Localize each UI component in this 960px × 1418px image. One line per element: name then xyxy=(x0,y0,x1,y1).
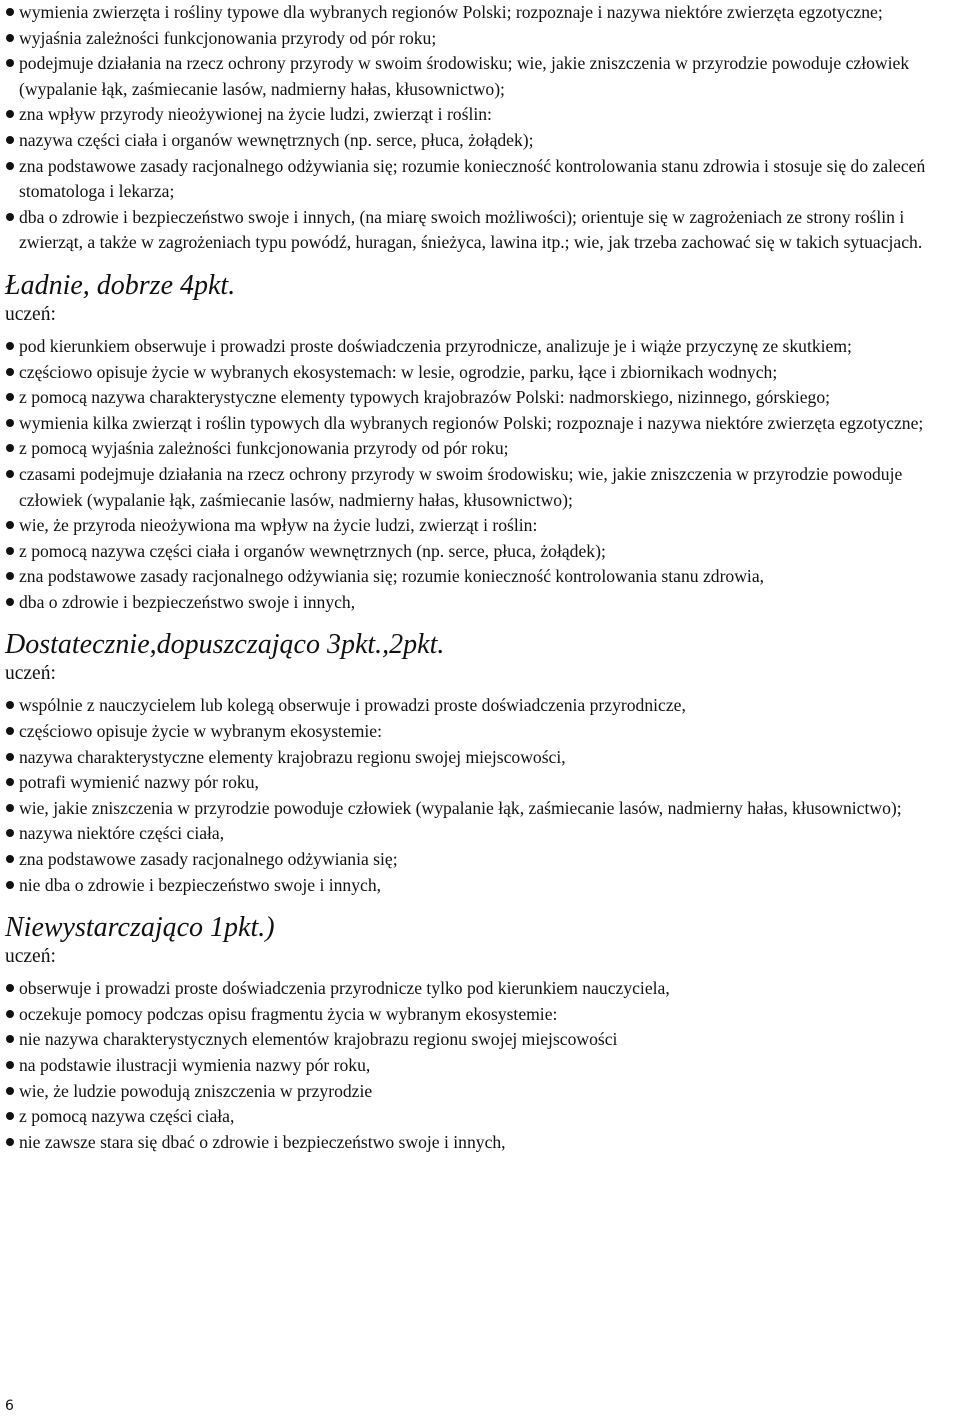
list-item: na podstawie ilustracji wymienia nazwy pór roku, xyxy=(5,1053,955,1079)
grade-heading-insufficient: Niewystarczająco 1pkt.) xyxy=(5,912,275,944)
list-item: zna podstawowe zasady racjonalnego odżywiania się; rozumie konieczność kontrolowania stanu zdrowia, xyxy=(5,564,955,590)
document-page xyxy=(5,0,955,1155)
list-item: wymienia zwierzęta i rośliny typowe dla wybranych regionów Polski; rozpoznaje i nazywa niektóre zwierzęta egzotyczne; xyxy=(5,0,955,26)
list-item: zna wpływ przyrody nieożywionej na życie ludzi, zwierząt i roślin: xyxy=(5,102,955,128)
criteria-list-good xyxy=(5,334,955,616)
list-item: podejmuje działania na rzecz ochrony przyrody w swoim środowisku; wie, jakie zniszczenia w przyrodzie powoduje człowiek (wypalanie łąk, zaśmiecanie lasów, nadmierny hałas, kłusownictwo); xyxy=(5,51,955,102)
student-label: uczeń: xyxy=(5,946,56,968)
list-item: nie dba o zdrowie i bezpieczeństwo swoje i innych, xyxy=(5,873,955,899)
grade-heading-sufficient: Dostatecznie,dopuszczająco 3pkt.,2pkt. xyxy=(5,629,445,661)
criteria-list-insufficient xyxy=(5,976,955,1155)
list-item: oczekuje pomocy podczas opisu fragmentu życia w wybranym ekosystemie: xyxy=(5,1002,955,1028)
list-item: wie, jakie zniszczenia w przyrodzie powoduje człowiek (wypalanie łąk, zaśmiecanie lasów, nadmierny hałas, kłusownictwo); xyxy=(5,796,955,822)
list-item: zna podstawowe zasady racjonalnego odżywiania się; rozumie konieczność kontrolowania stanu zdrowia i stosuje się do zaleceń stomatologa i lekarza; xyxy=(5,154,955,205)
student-label: uczeń: xyxy=(5,663,56,685)
list-item: z pomocą nazywa części ciała, xyxy=(5,1104,955,1130)
list-item: potrafi wymienić nazwy pór roku, xyxy=(5,770,955,796)
list-item: pod kierunkiem obserwuje i prowadzi proste doświadczenia przyrodnicze, analizuje je i wiąże przyczynę ze skutkiem; xyxy=(5,334,955,360)
intro-list xyxy=(5,0,955,256)
list-item: wspólnie z nauczycielem lub kolegą obserwuje i prowadzi proste doświadczenia przyrodnicze, xyxy=(5,693,955,719)
list-item: częściowo opisuje życie w wybranym ekosystemie: xyxy=(5,719,955,745)
student-label: uczeń: xyxy=(5,303,56,325)
list-item: obserwuje i prowadzi proste doświadczenia przyrodnicze tylko pod kierunkiem nauczyciela, xyxy=(5,976,955,1002)
criteria-list-sufficient xyxy=(5,693,955,898)
list-item: z pomocą wyjaśnia zależności funkcjonowania przyrody od pór roku; xyxy=(5,436,955,462)
list-item: wymienia kilka zwierząt i roślin typowych dla wybranych regionów Polski; rozpoznaje i nazywa niektóre zwierzęta egzotyczne; xyxy=(5,411,955,437)
list-item: nie nazywa charakterystycznych elementów krajobrazu regionu swojej miejscowości xyxy=(5,1027,955,1053)
list-item: zna podstawowe zasady racjonalnego odżywiania się; xyxy=(5,847,955,873)
grade-heading-good: Ładnie, dobrze 4pkt. xyxy=(5,269,236,301)
list-item: częściowo opisuje życie w wybranych ekosystemach: w lesie, ogrodzie, parku, łące i zbiornikach wodnych; xyxy=(5,360,955,386)
list-item: nazywa charakterystyczne elementy krajobrazu regionu swojej miejscowości, xyxy=(5,745,955,771)
list-item: z pomocą nazywa charakterystyczne elementy typowych krajobrazów Polski: nadmorskiego, nizinnego, górskiego; xyxy=(5,385,955,411)
list-item: wie, że ludzie powodują zniszczenia w przyrodzie xyxy=(5,1079,955,1105)
list-item: czasami podejmuje działania na rzecz ochrony przyrody w swoim środowisku; wie, jakie zniszczenia w przyrodzie powoduje człowiek (wypalanie łąk, zaśmiecanie lasów, nadmierny hałas, kłusownictwo); xyxy=(5,462,955,513)
list-item: wyjaśnia zależności funkcjonowania przyrody od pór roku; xyxy=(5,26,955,52)
list-item: z pomocą nazywa części ciała i organów wewnętrznych (np. serce, płuca, żołądek); xyxy=(5,539,955,565)
list-item: dba o zdrowie i bezpieczeństwo swoje i innych, (na miarę swoich możliwości); orientuje się w zagrożeniach ze strony roślin i zwierząt, a także w zagrożeniach typu powódź, huragan, śnieżyca, lawina itp.; wie, jak trzeba zachować się w takich sytuacjach. xyxy=(5,205,955,256)
list-item: dba o zdrowie i bezpieczeństwo swoje i innych, xyxy=(5,590,955,616)
list-item: nazywa niektóre części ciała, xyxy=(5,821,955,847)
list-item: wie, że przyroda nieożywiona ma wpływ na życie ludzi, zwierząt i roślin: xyxy=(5,513,955,539)
list-item: nie zawsze stara się dbać o zdrowie i bezpieczeństwo swoje i innych, xyxy=(5,1130,955,1156)
page-number: 6 xyxy=(5,1398,14,1414)
list-item: nazywa części ciała i organów wewnętrznych (np. serce, płuca, żołądek); xyxy=(5,128,955,154)
